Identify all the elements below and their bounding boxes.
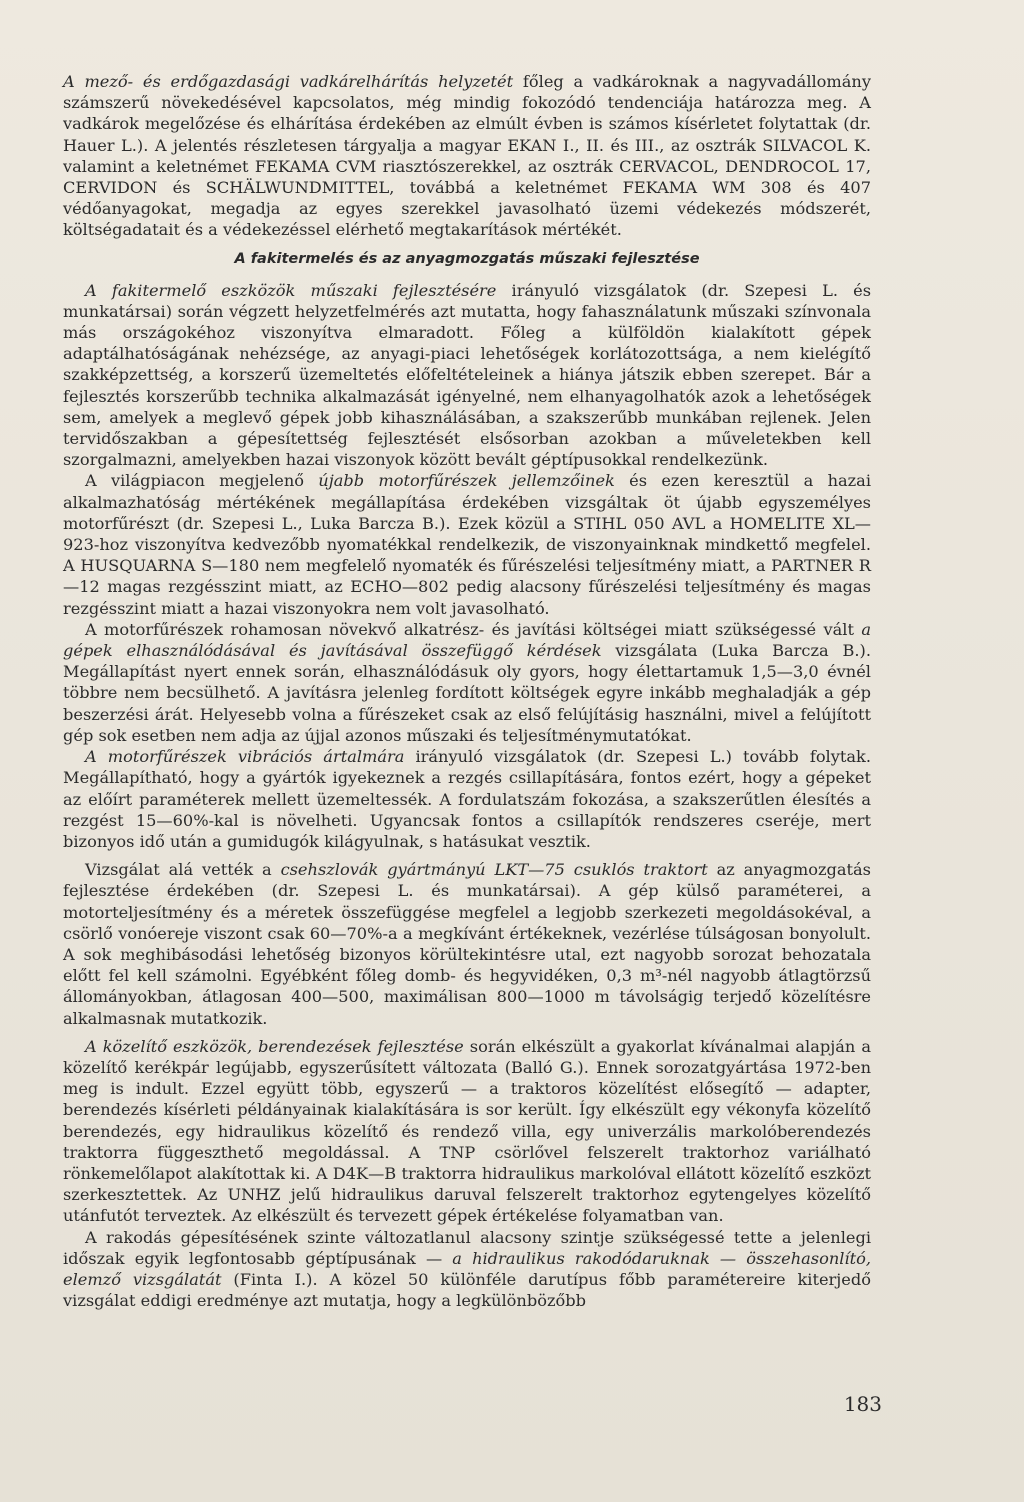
paragraph-text: Vizsgálat alá vették a — [85, 860, 281, 880]
spacer — [63, 241, 871, 248]
section-heading: A fakitermelés és az anyagmozgatás műszaki fejlesztése — [234, 250, 700, 267]
paragraph-wear-repair — [63, 619, 871, 746]
paragraph-text: főleg a vadkároknak a nagyvadállomány számszerű növekedésével kapcsolatos, még mindig fokozódó tendenciája határozza meg. A vadkárok megelőzése és elhárítása érdekében az elmúlt évben is számos kísérletet folytattak (dr. Hauer L.). A jelentés részletesen tárgyalja a magyar EKAN I., II. és III., az osztrák SILVACOL K. valamint a keletnémet FEKAMA CVM riasztószerekkel, az osztrák CERVACOL, DENDROCOL 17, CERVIDON és SCHÄLWUNDMITTEL, továbbá a keletnémet FEKAMA WM 308 és 407 védőanyagokat, megadja az egyes szerekkel javasolható üzemi védekezés módszerét, költségadatait és a védekezéssel elérhető megtakarítások mértékét. — [63, 72, 871, 240]
paragraph-lead: A motorfűrészek vibrációs ártalmára — [85, 747, 405, 767]
paragraph-lead: A mező- és erdőgazdasági vadkárelhárítás helyzetét — [63, 72, 514, 91]
paragraph-emphasis: csehszlovák gyártmányú LKT—75 csuklós traktort — [280, 860, 708, 880]
paragraph-emphasis: újabb motorfűrészek jellemzőinek — [318, 471, 615, 491]
paragraph-text: A rakodás gépesítésének szinte változatlanul alacsony szintje szükségessé tette a jelenlegi időszak egyik legfontosabb géptípusának — — [63, 1227, 871, 1268]
paragraph-logging-tools — [63, 280, 871, 471]
paragraph-wildlife-damage — [63, 71, 871, 241]
paragraph-text: az anyagmozgatás fejlesztése érdekében (dr. Szepesi L. és munkatársai). A gép külső paraméterei, a motorteljesítmény és a méretek összefüggése megfelel a legjobb szerkezeti megoldásokéval, a csörlő vonóereje viszont csak 60—70%-a a megkívánt értékeknek, vezérlése túlságosan bonyolult. A sok meghibásodási lehetőség bizonyos körültekintésre utal, ezt nagyobb sorozat behozatala előtt fel kell számolni. Egyébként főleg domb- és hegyvidéken, 0,3 m³-nél nagyobb átlagtörzsű állományokban, átlagosan 400—500, maximálisan 800—1000 m távolságig terjedő közelítésre alkalmasnak mutatkozik. — [63, 860, 871, 1028]
paragraph-loading — [63, 1227, 871, 1312]
paragraph-text: irányuló vizsgálatok (dr. Szepesi L. és munkatársai) során végzett helyzetfelmérés azt mutatta, hogy fahasználatunk műszaki színvonala más országokéhoz viszonyítva elmaradott. Főleg a külföldön kialakított gépek adaptálhatóságának nehézsége, az anyagi-piaci lehetőségek korlátozottsága, a nem kielégítő szakképzettség, a korszerű üzemeltetés előfeltételeinek a hiánya játszik ebben szerepet. Bár a fejlesztés korszerűbb technika alkalmazását igényelné, nem elhanyagolhatók azok a lehetőségek sem, amelyek a meglevő gépek jobb kihasználásában, a szakszerűbb munkában rejlenek. Jelen tervidőszakban a gépesítettség fejlesztését elsősorban azokban a műveletekben kell szorgalmazni, amelyekben hazai viszonyok között bevált géptípusokkal rendelkezünk. — [63, 280, 871, 470]
paragraph-tractor — [63, 859, 871, 1029]
paragraph-text: (Finta I.). A közel 50 különféle darutípus főbb paramétereire kiterjedő vizsgálat eddigi eredménye azt mutatja, hogy a legkülönbözőbb — [63, 1269, 871, 1311]
paragraph-skidding — [63, 1036, 871, 1227]
paragraph-text: irányuló vizsgálatok (dr. Szepesi L.) tovább folytak. Megállapítható, hogy a gyártók igyekeznek a rezgés csillapítására, fontos ezért, hogy a gépeket az előírt paraméterek mellett üzemeltessék. A fordulatszám fokozása, a szakszerűtlen élesítés a rezgést 15—60%-kal is növelheti. Ugyancsak fontos a csillapítók rendszeres cseréje, mert bizonyos idő után a gumidugók kilágyulnak, s hatásukat vesztik. — [63, 747, 871, 851]
paragraph-lead: A fakitermelő eszközök műszaki fejlesztésére — [85, 280, 497, 300]
page-number: 183 — [843, 1392, 882, 1416]
paragraph-chainsaws — [63, 470, 871, 618]
paragraph-text: és ezen keresztül a hazai alkalmazhatóság mértékének megállapítása érdekében vizsgáltak öt újabb egyszemélyes motorfűrészt (dr. Szepesi L., Luka Barcza B.). Ezek közül a STIHL 050 AVL a HOMELITE XL—923-hoz viszonyítva kedvezőbb nyomatékkal rendelkezik, de viszonyainknak mindkettő megfelel. A HUSQUARNA S—180 nem megfelelő nyomaték és fűrészelési teljesítmény miatt, a PARTNER R—12 magas rezgésszint miatt, az ECHO—802 pedig alacsony fűrészelési teljesítmény és magas rezgésszint miatt a hazai viszonyokra nem volt javasolható. — [63, 471, 872, 618]
paragraph-text: vizsgálata (Luka Barcza B.). Megállapítást nyert ennek során, elhasználódásuk oly gyors, hogy élettartamuk 1,5—3,0 évnél többre nem becsülhető. A javításra jelenleg fordított költségek egyre inkább meghaladják a gép beszerzési árát. Helyesebb volna a fűrészeket csak az első felújításig használni, mivel a felújított gép sok esetben nem adja az újjal azonos műszaki és teljesítménymutatókat. — [63, 641, 872, 745]
paragraph-emphasis: a hidraulikus rakodódaruknak — összehasonlító, elemző vizsgálatát — [63, 1248, 871, 1289]
paragraph-text: A motorfűrészek rohamosan növekvő alkatrész- és javítási költségei miatt szükségessé vált — [85, 619, 862, 639]
article-body — [63, 71, 871, 1311]
paragraph-emphasis: a gépek elhasználódásával és javításával összefüggő kérdések — [63, 619, 871, 661]
paragraph-text: A világpiacon megjelenő — [85, 471, 319, 491]
spacer — [63, 852, 871, 859]
paragraph-vibration — [63, 746, 871, 852]
paragraph-lead: A közelítő eszközök, berendezések fejlesztése — [85, 1036, 464, 1056]
paragraph-text: során elkészült a gyakorlat kívánalmai alapján a közelítő kerékpár legújabb, egyszerűsített változata (Balló G.). Ennek sorozatgyártása 1972-ben meg is indult. Ezzel együtt több, egyszerű — a traktoros közelítést elősegítő — adapter, berendezés kísérleti példányainak kialakítására is sor került. Így elkészült egy vékonyfa közelítő berendezés, egy hidraulikus közelítő és rendező villa, egy univerzális markolóberendezés traktorra függeszthető megoldással. A TNP csörlővel felszerelt traktorhoz variálható rönkemelőlapot alakítottak ki. A D4K—B traktorra hidraulikus markolóval ellátott közelítő eszközt szerkesztettek. Az UNHZ jelű hidraulikus daruval felszerelt traktorhoz egytengelyes közelítő utánfutót terveztek. Az elkészült és tervezett gépek értékelése folyamatban van. — [63, 1036, 871, 1226]
spacer — [63, 1029, 871, 1036]
